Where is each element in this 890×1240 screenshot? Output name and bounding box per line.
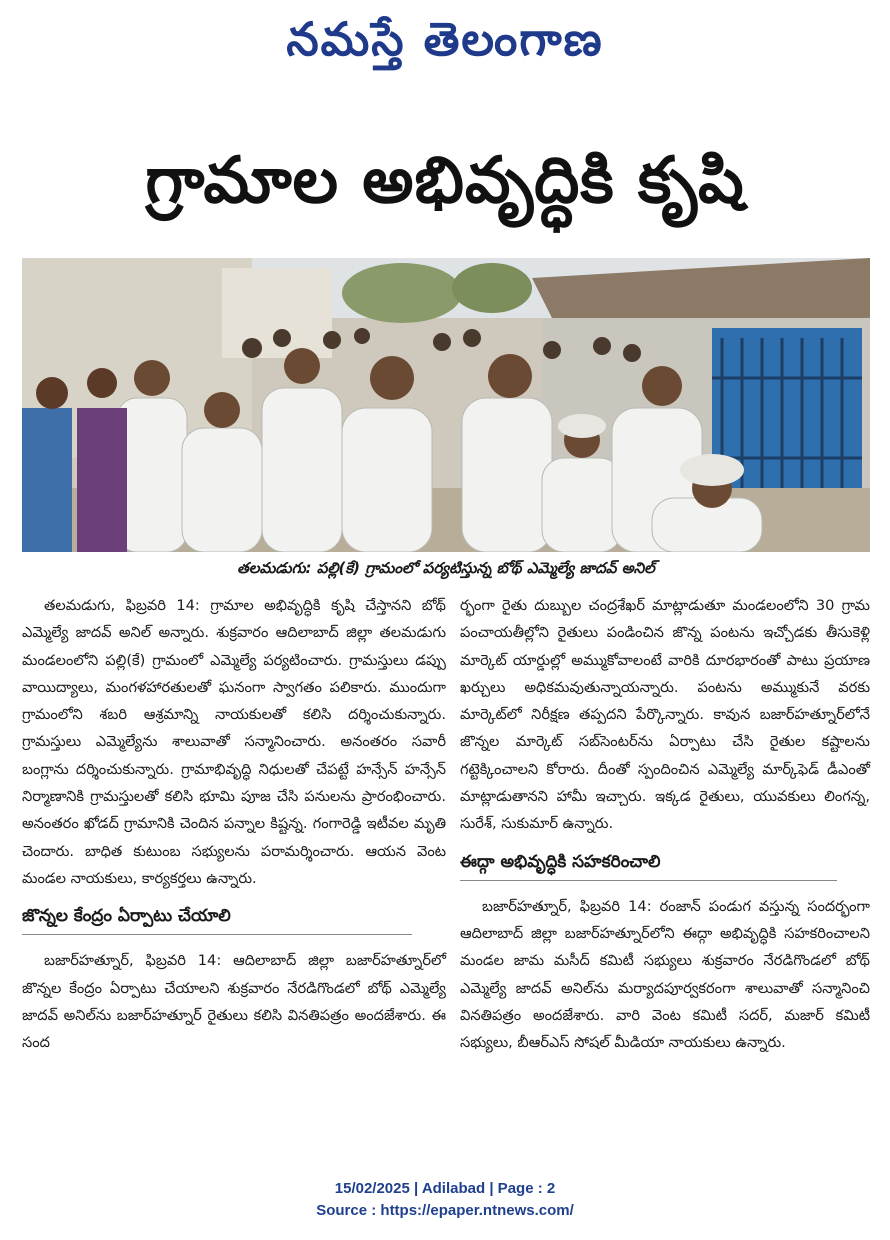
news-photo [22, 258, 870, 552]
story1-text: తలమడుగు, ఫిబ్రవరి 14: గ్రామాల అభివృద్ధికి కృషి చేస్తానని బోథ్ ఎమ్మెల్యే జాదవ్ అనిల్ అన్నారు. శుక్రవారం ఆదిలాబాద్ జిల్లా తలమడుగు మండలంలోని పల్లి(కే) గ్రామంలో ఎమ్మెల్యే పర్యటించారు. గ్రామస్తులు డప్పు వాయిద్యాలు, మంగళహారతులతో ఘనంగా స్వాగతం పలికారు. ముందుగా గ్రామంలోని శబరి ఆశ్రమాన్ని నాయకులతో కలిసి దర్శించుకున్నారు. గ్రామస్తులు ఎమ్మెల్యేను శాలువాతో సన్మానించారు. అనంతరం సవారీ బంగ్లాను దర్శించుకున్నారు. గ్రామాభివృద్ధి నిధులతో చేపట్టే హన్సేన్ హన్సేన్ నిర్మాణానికి గ్రామస్తులతో కలిసి భూమి పూజ చేసి పనులను ప్రారంభించారు. అనంతరం ఖోడద్ గ్రామానికి చెందిన పన్నాల కిష్టన్న. గంగారెడ్డి ఇటీవల మృతి చెందారు. బాధిత కుటుంబ సభ్యులను పరామర్శించారు. ఆయన వెంట మండల నాయకులు, కార్యకర్తలు ఉన్నారు. [22, 597, 446, 887]
subhead-eedga: ఈద్గా అభివృద్ధికి సహకరించాలి [460, 844, 837, 881]
newspaper-masthead: నమస్తే తెలంగాణ [286, 12, 604, 66]
page-footer [0, 1178, 890, 1222]
source-link[interactable]: Source : https://epaper.ntnews.com/ [316, 1202, 574, 1219]
story3-text: బజార్‌హత్నూర్, ఫిబ్రవరి 14: రంజాన్ పండుగ వస్తున్న సందర్భంగా ఆదిలాబాద్ జిల్లా బజార్‌హత్నూర్‌లోని ఈద్గా అభివృద్ధికి సహకరించాలని మండల జామ మసీద్ కమిటీ సభ్యులు శుక్రవారం నేరడిగొండలో బోథ్ ఎమ్మెల్యే జాదవ్ అనిల్‌ను మర్యాదపూర్వకరంగా శాలువాతో సన్మానించి వినతిపత్రం అందజేశారు. వారి వెంట కమిటీ సదర్, మజార్ కమిటీ సభ్యులు, బీఆర్ఎస్ సోషల్ మీడియా నాయకులు ఉన్నారు. [460, 897, 870, 1052]
article-headline: గ్రామాల అభివృద్ధికి కృషి [145, 144, 745, 218]
right-column [460, 592, 870, 1056]
subhead-jonnala-kendram: జొన్నల కేంద్రం ఏర్పాటు చేయాలి [22, 898, 412, 935]
photo-caption: తలమడుగు: పల్లి(కే) గ్రామంలో పర్యటిస్తున్న బోథ్ ఎమ్మెల్యే జాదవ్ అనిల్ [237, 559, 655, 577]
story2-text-continued: ర్భంగా రైతు దుబ్బుల చంద్రశేఖర్ మాట్లాడుతూ మండలంలోని 30 గ్రామ పంచాయతీల్లోని రైతులు పండించిన జొన్న పంటను ఇచ్చోడకు తీసుకెళ్లి మార్కెట్ యార్డుల్లో అమ్ముకోవాలంటే వారికి దూరభారంతో పాటు ప్రయాణ ఖర్చులు అధికమవుతున్నాయన్నారు. పంటను అమ్ముకునే వరకు మార్కెట్‌లో నిరీక్షణ తప్పదని పేర్కొన్నారు. కావున బజార్‌హత్నూర్‌లోనే జొన్నల మార్కెట్ సబ్‌సెంటర్‌ను ఏర్పాటు చేసి రైతుల కష్టాలను గట్టెక్కించాలని కోరారు. దీంతో స్పందించిన ఎమ్మెల్యే మార్క్‌ఫెడ్ డీఎంతో మాట్లాడుతానని హామీ ఇచ్చారు. ఇక్కడ రైతులు, యువకులు లింగన్న, సురేశ్, సుకుమార్ ఉన్నారు. [460, 597, 870, 833]
edition-info: 15/02/2025 | Adilabad | Page : 2 [334, 1180, 556, 1197]
story2-text-start: బజార్‌హత్నూర్, ఫిబ్రవరి 14: ఆదిలాబాద్ జిల్లా బజార్‌హత్నూర్‌లో జొన్నల కేంద్రం ఏర్పాటు చేయాలని శుక్రవారం నేరడిగొండలో బోథ్ ఎమ్మెల్యే జాదవ్ అనిల్‌ను బజార్‌హత్నూర్ రైతులు కలిసి వినతిపత్రం అందజేశారు. ఈ సంద [22, 952, 446, 1052]
left-column [22, 592, 446, 1056]
